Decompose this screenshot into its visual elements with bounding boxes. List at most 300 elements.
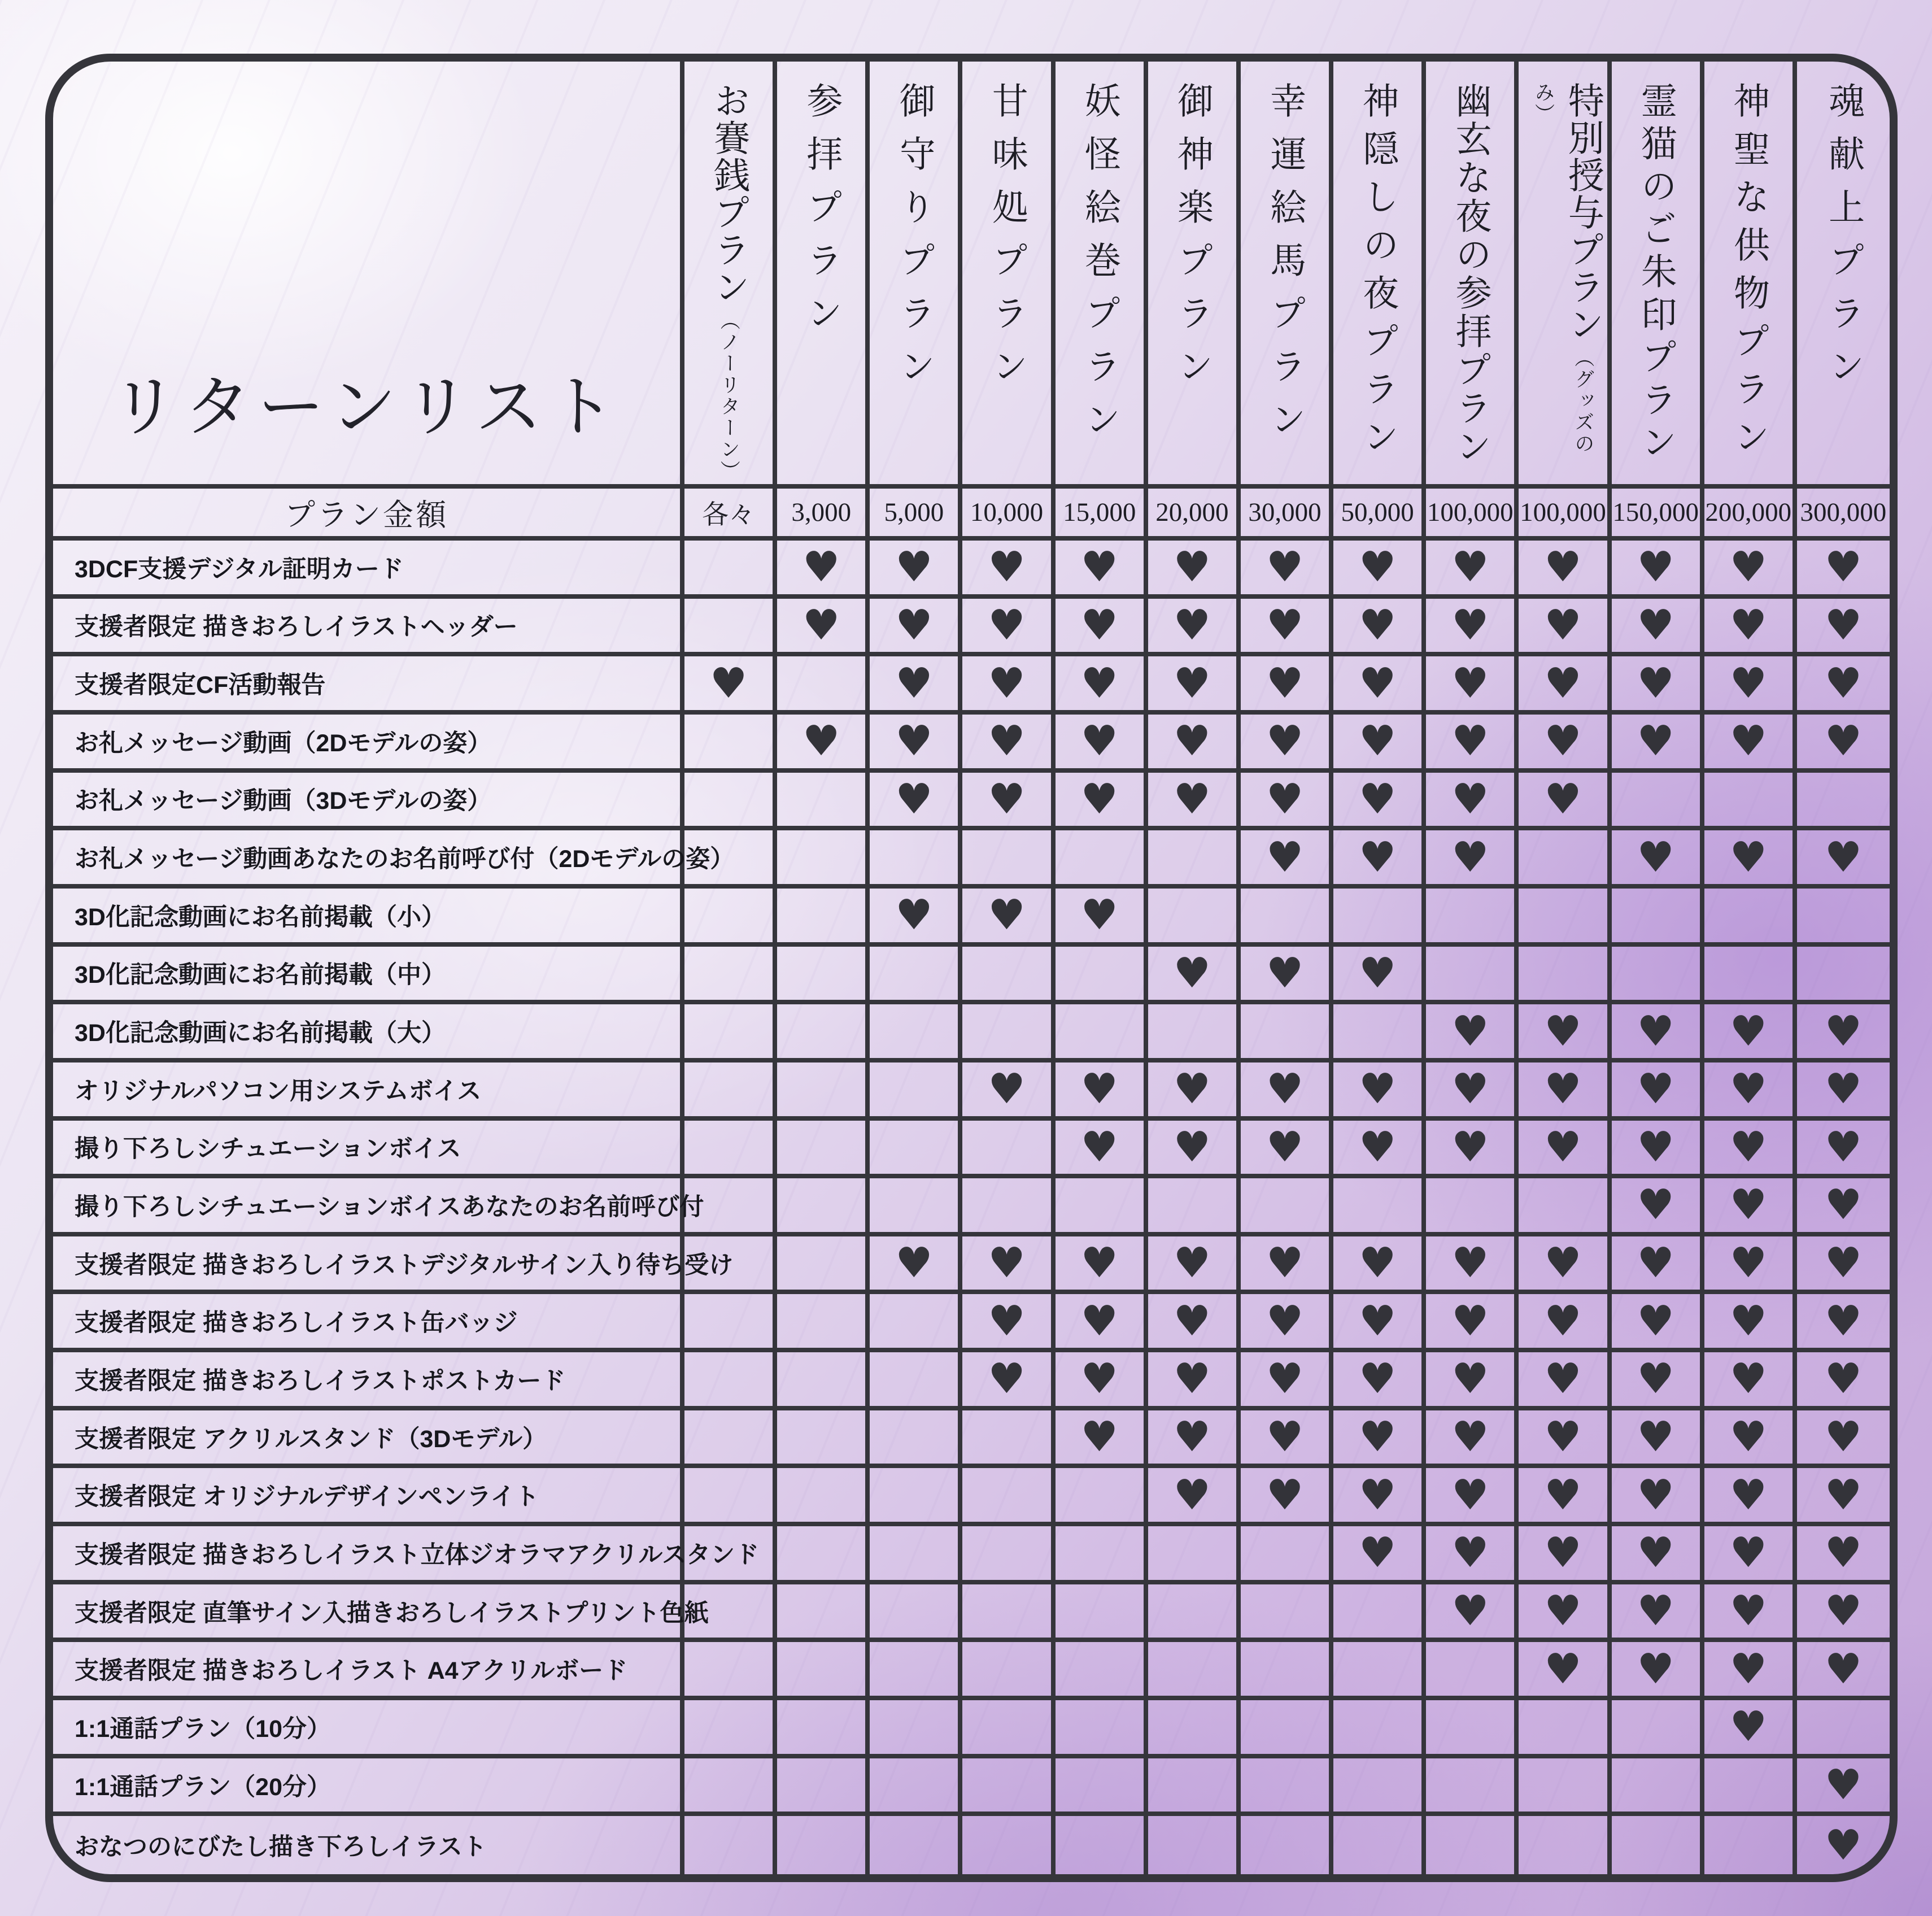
reward-label-text: 3D化記念動画にお名前掲載（大） — [75, 1020, 446, 1047]
reward-cell — [1148, 1758, 1241, 1817]
heart-icon: ♥ — [1451, 1065, 1489, 1114]
reward-cell — [962, 1642, 1055, 1700]
reward-cell — [962, 1294, 1055, 1352]
reward-cell — [1519, 1816, 1611, 1874]
plan-name-vertical — [1824, 82, 1863, 400]
reward-cell — [1333, 773, 1426, 831]
reward-cell — [777, 947, 870, 1005]
heart-icon: ♥ — [1824, 1181, 1863, 1230]
heart-icon: ♥ — [1824, 1821, 1863, 1870]
heart-icon: ♥ — [1729, 659, 1767, 708]
reward-cell — [684, 1178, 777, 1236]
heart-icon: ♥ — [1451, 1355, 1489, 1404]
reward-cell — [1519, 1758, 1611, 1817]
reward-cell — [684, 1352, 777, 1410]
heart-icon: ♥ — [1824, 1296, 1863, 1345]
heart-icon: ♥ — [1080, 659, 1118, 708]
reward-cell — [1704, 1584, 1797, 1643]
plan-header-12 — [1704, 62, 1797, 489]
reward-cell — [1704, 1642, 1797, 1700]
heart-icon: ♥ — [1080, 891, 1118, 940]
heart-icon: ♥ — [1729, 1181, 1767, 1230]
reward-cell — [684, 1816, 777, 1874]
reward-cell — [1148, 1410, 1241, 1469]
price-value-2: 3,000 — [777, 489, 870, 541]
heart-icon: ♥ — [1729, 1239, 1767, 1288]
reward-cell — [1704, 889, 1797, 947]
reward-cell — [1612, 1526, 1704, 1584]
heart-icon: ♥ — [895, 659, 933, 708]
reward-cell — [684, 1410, 777, 1469]
reward-cell — [1797, 715, 1890, 773]
plan-header-6 — [1148, 62, 1241, 489]
reward-cell — [870, 889, 962, 947]
heart-icon: ♥ — [1824, 600, 1863, 650]
plan-name-text: 御神楽プラン — [1172, 82, 1213, 400]
reward-cell — [1519, 1236, 1611, 1295]
reward-cell — [1704, 715, 1797, 773]
reward-cell — [962, 1236, 1055, 1295]
reward-cell — [1241, 1700, 1333, 1758]
reward-cell — [1797, 599, 1890, 657]
reward-cell — [1426, 830, 1519, 889]
reward-cell — [1241, 656, 1333, 715]
reward-cell — [1704, 1526, 1797, 1584]
plan-name-vertical — [1523, 82, 1603, 484]
reward-cell — [962, 1178, 1055, 1236]
reward-cell — [1612, 1236, 1704, 1295]
price-value-5: 15,000 — [1056, 489, 1148, 541]
reward-cell — [962, 1816, 1055, 1874]
plan-name-vertical — [709, 82, 748, 482]
reward-cell — [684, 1121, 777, 1179]
heart-icon: ♥ — [1173, 600, 1211, 650]
reward-cell — [1519, 599, 1611, 657]
reward-cell — [1612, 1121, 1704, 1179]
price-value-4: 10,000 — [962, 489, 1055, 541]
reward-cell — [1056, 599, 1148, 657]
reward-cell — [777, 1642, 870, 1700]
heart-icon: ♥ — [1451, 543, 1489, 592]
plan-name-text: 特別授与プラン — [1563, 82, 1603, 343]
reward-cell — [1797, 1758, 1890, 1817]
reward-cell — [1056, 830, 1148, 889]
reward-cell — [777, 656, 870, 715]
reward-cell — [1612, 773, 1704, 831]
reward-cell — [1426, 1236, 1519, 1295]
plan-header-1 — [684, 62, 777, 489]
reward-cell — [777, 1178, 870, 1236]
reward-cell — [1148, 1121, 1241, 1179]
reward-label-text: お礼メッセージ動画（3Dモデルの姿） — [75, 787, 492, 815]
reward-cell — [1426, 1121, 1519, 1179]
reward-cell — [684, 599, 777, 657]
reward-cell — [1333, 1526, 1426, 1584]
heart-icon: ♥ — [1824, 717, 1863, 766]
heart-icon: ♥ — [1080, 1355, 1118, 1404]
reward-label — [53, 1236, 734, 1295]
reward-label-text: 3D化記念動画にお名前掲載（小） — [75, 903, 446, 931]
heart-icon: ♥ — [1824, 1761, 1863, 1810]
heart-icon: ♥ — [1451, 833, 1489, 882]
heart-icon: ♥ — [1729, 717, 1767, 766]
reward-cell — [1612, 715, 1704, 773]
reward-label-text: 支援者限定CF活動報告 — [75, 672, 326, 699]
reward-cell — [1241, 1178, 1333, 1236]
reward-cell — [1797, 1700, 1890, 1758]
plan-name-vertical — [1729, 82, 1768, 466]
reward-label — [53, 1410, 684, 1469]
reward-cell — [1704, 1468, 1797, 1526]
reward-cell — [684, 889, 777, 947]
reward-cell — [1333, 1700, 1426, 1758]
reward-cell — [1704, 1004, 1797, 1062]
reward-cell — [1241, 1758, 1333, 1817]
heart-icon: ♥ — [895, 1239, 933, 1288]
reward-cell — [1148, 1062, 1241, 1121]
reward-cell — [870, 1758, 962, 1817]
page-title: リターンリスト — [111, 371, 622, 445]
reward-cell — [777, 1526, 870, 1584]
reward-cell — [1426, 1816, 1519, 1874]
reward-cell — [1056, 773, 1148, 831]
reward-cell — [1519, 773, 1611, 831]
reward-cell — [1612, 1178, 1704, 1236]
reward-cell — [870, 1178, 962, 1236]
heart-icon: ♥ — [1637, 1470, 1674, 1519]
reward-cell — [1612, 947, 1704, 1005]
reward-cell — [870, 1062, 962, 1121]
heart-icon: ♥ — [1637, 1065, 1674, 1114]
reward-cell — [1056, 1410, 1148, 1469]
reward-cell — [1426, 773, 1519, 831]
reward-cell — [1426, 947, 1519, 1005]
reward-cell — [962, 1352, 1055, 1410]
heart-icon: ♥ — [1824, 1065, 1863, 1114]
heart-icon: ♥ — [1080, 1296, 1118, 1345]
reward-cell — [777, 1062, 870, 1121]
reward-cell — [870, 1352, 962, 1410]
heart-icon: ♥ — [895, 774, 933, 824]
price-row-label: プラン金額 — [53, 489, 684, 541]
reward-cell — [870, 1526, 962, 1584]
reward-cell — [1519, 1178, 1611, 1236]
reward-cell — [1333, 1584, 1426, 1643]
reward-cell — [777, 1236, 870, 1295]
heart-icon: ♥ — [1544, 659, 1582, 708]
reward-label — [53, 656, 684, 715]
reward-cell — [962, 1758, 1055, 1817]
reward-cell — [1056, 1700, 1148, 1758]
heart-icon: ♥ — [1544, 1296, 1582, 1345]
heart-icon: ♥ — [1824, 543, 1863, 592]
price-value-8: 50,000 — [1333, 489, 1426, 541]
reward-cell — [962, 656, 1055, 715]
reward-cell — [1426, 1178, 1519, 1236]
reward-label — [53, 599, 684, 657]
reward-cell — [870, 1294, 962, 1352]
reward-cell — [1519, 1004, 1611, 1062]
reward-cell — [684, 1526, 777, 1584]
reward-cell — [1612, 1468, 1704, 1526]
heart-icon: ♥ — [1266, 1122, 1304, 1172]
reward-cell — [1056, 1178, 1148, 1236]
reward-cell — [1148, 1004, 1241, 1062]
reward-cell — [1704, 773, 1797, 831]
heart-icon: ♥ — [1637, 717, 1674, 766]
reward-cell — [870, 947, 962, 1005]
heart-icon: ♥ — [1637, 833, 1674, 882]
reward-cell — [684, 947, 777, 1005]
heart-icon: ♥ — [1451, 1296, 1489, 1345]
reward-cell — [962, 715, 1055, 773]
heart-icon: ♥ — [1824, 1239, 1863, 1288]
heart-icon: ♥ — [1637, 1413, 1674, 1462]
reward-cell — [1519, 947, 1611, 1005]
reward-cell — [777, 773, 870, 831]
heart-icon: ♥ — [1080, 1122, 1118, 1172]
heart-icon: ♥ — [1637, 1587, 1674, 1636]
reward-label — [53, 715, 684, 773]
reward-cell — [1333, 1294, 1426, 1352]
reward-cell — [1056, 1121, 1148, 1179]
heart-icon: ♥ — [1451, 600, 1489, 650]
reward-cell — [1704, 1121, 1797, 1179]
reward-cell — [1333, 889, 1426, 947]
reward-cell — [1426, 715, 1519, 773]
price-value-9: 100,000 — [1426, 489, 1519, 541]
reward-cell — [962, 1468, 1055, 1526]
reward-cell — [962, 599, 1055, 657]
reward-cell — [1797, 947, 1890, 1005]
reward-cell — [1426, 656, 1519, 715]
heart-icon: ♥ — [1266, 717, 1304, 766]
reward-cell — [1241, 1526, 1333, 1584]
reward-cell — [870, 1121, 962, 1179]
heart-icon: ♥ — [1451, 1007, 1489, 1056]
reward-cell — [1519, 889, 1611, 947]
reward-cell — [1612, 1004, 1704, 1062]
reward-cell — [1241, 1642, 1333, 1700]
reward-cell — [1148, 1236, 1241, 1295]
reward-cell — [1241, 1294, 1333, 1352]
heart-icon: ♥ — [1266, 1239, 1304, 1288]
reward-cell — [1056, 715, 1148, 773]
heart-icon: ♥ — [1544, 1529, 1582, 1578]
reward-cell — [777, 889, 870, 947]
reward-cell — [1797, 1062, 1890, 1121]
reward-cell — [1797, 1642, 1890, 1700]
plan-header-4 — [962, 62, 1055, 489]
reward-cell — [1612, 656, 1704, 715]
reward-cell — [1519, 1294, 1611, 1352]
reward-cell — [684, 541, 777, 599]
reward-cell — [684, 1062, 777, 1121]
reward-cell — [684, 773, 777, 831]
heart-icon: ♥ — [1729, 543, 1767, 592]
reward-cell — [777, 830, 870, 889]
reward-cell — [1612, 1062, 1704, 1121]
reward-cell — [1797, 1236, 1890, 1295]
reward-cell — [1519, 1410, 1611, 1469]
heart-icon: ♥ — [1080, 543, 1118, 592]
heart-icon: ♥ — [1173, 1355, 1211, 1404]
reward-cell — [1704, 1816, 1797, 1874]
reward-cell — [1426, 1758, 1519, 1817]
heart-icon: ♥ — [1451, 1587, 1489, 1636]
reward-cell — [684, 1468, 777, 1526]
reward-label — [53, 1758, 684, 1817]
heart-icon: ♥ — [988, 774, 1026, 824]
heart-icon: ♥ — [1451, 1122, 1489, 1172]
reward-label — [53, 1352, 684, 1410]
reward-cell — [1612, 1584, 1704, 1643]
reward-cell — [777, 1352, 870, 1410]
reward-cell — [962, 1062, 1055, 1121]
reward-cell — [1797, 1004, 1890, 1062]
heart-icon: ♥ — [1451, 659, 1489, 708]
plan-header-9 — [1426, 62, 1519, 489]
reward-cell — [1241, 773, 1333, 831]
reward-cell — [1704, 1236, 1797, 1295]
heart-icon: ♥ — [1824, 1413, 1863, 1462]
reward-label — [53, 1642, 684, 1700]
plan-header-8 — [1333, 62, 1426, 489]
heart-icon: ♥ — [1266, 543, 1304, 592]
heart-icon: ♥ — [1358, 1065, 1397, 1114]
heart-icon: ♥ — [895, 717, 933, 766]
heart-icon: ♥ — [1824, 1007, 1863, 1056]
reward-cell — [1241, 1004, 1333, 1062]
reward-cell — [1148, 1816, 1241, 1874]
reward-cell — [1241, 1352, 1333, 1410]
reward-cell — [777, 715, 870, 773]
reward-cell — [1333, 947, 1426, 1005]
reward-cell — [1426, 1410, 1519, 1469]
reward-cell — [1612, 1700, 1704, 1758]
reward-cell — [684, 656, 777, 715]
reward-cell — [1241, 1236, 1333, 1295]
price-value-12: 200,000 — [1704, 489, 1797, 541]
reward-cell — [1704, 1700, 1797, 1758]
reward-cell — [777, 1758, 870, 1817]
reward-cell — [1704, 830, 1797, 889]
plan-note-text: （グッズのみ） — [1532, 82, 1594, 455]
heart-icon: ♥ — [1266, 774, 1304, 824]
plan-name-vertical — [1358, 82, 1397, 466]
heart-icon: ♥ — [1824, 1122, 1863, 1172]
heart-icon: ♥ — [1544, 1413, 1582, 1462]
plan-name-vertical — [1450, 82, 1490, 466]
reward-cell — [1241, 1584, 1333, 1643]
reward-cell — [1704, 947, 1797, 1005]
heart-icon: ♥ — [803, 717, 840, 766]
reward-cell — [1148, 1294, 1241, 1352]
reward-label — [53, 1468, 684, 1526]
reward-cell — [962, 1700, 1055, 1758]
heart-icon: ♥ — [1266, 659, 1304, 708]
reward-cell — [1426, 1584, 1519, 1643]
price-value-10: 100,000 — [1519, 489, 1611, 541]
heart-icon: ♥ — [1080, 717, 1118, 766]
plan-name-vertical — [1636, 82, 1675, 466]
heart-icon: ♥ — [1080, 600, 1118, 650]
heart-icon: ♥ — [1080, 774, 1118, 824]
reward-cell — [777, 1816, 870, 1874]
heart-icon: ♥ — [1729, 1644, 1767, 1693]
reward-cell — [1056, 1062, 1148, 1121]
heart-icon: ♥ — [1451, 717, 1489, 766]
plan-name-vertical — [1172, 82, 1212, 400]
heart-icon: ♥ — [1358, 1355, 1397, 1404]
heart-icon: ♥ — [1266, 1296, 1304, 1345]
reward-cell — [684, 1294, 777, 1352]
reward-cell — [1241, 715, 1333, 773]
heart-icon: ♥ — [1451, 1529, 1489, 1578]
plan-name-vertical — [987, 82, 1026, 400]
heart-icon: ♥ — [1729, 1413, 1767, 1462]
heart-icon: ♥ — [1544, 717, 1582, 766]
reward-cell — [1056, 1294, 1148, 1352]
reward-cell — [1148, 541, 1241, 599]
heart-icon: ♥ — [1637, 1644, 1674, 1693]
plan-name-text: 御守りプラン — [894, 82, 935, 400]
reward-label-text: 1:1通話プラン（10分） — [75, 1715, 331, 1743]
price-value-3: 5,000 — [870, 489, 962, 541]
reward-label-text: 支援者限定 直筆サイン入描きおろしイラストプリント色紙 — [75, 1599, 709, 1627]
heart-icon: ♥ — [1173, 1413, 1211, 1462]
plan-name-text: 霊猫のご朱印プラン — [1636, 82, 1676, 467]
heart-icon: ♥ — [988, 717, 1026, 766]
reward-label — [53, 1004, 684, 1062]
heart-icon: ♥ — [1451, 1413, 1489, 1462]
reward-cell — [1704, 541, 1797, 599]
reward-label — [53, 889, 684, 947]
reward-cell — [870, 1584, 962, 1643]
reward-cell — [870, 830, 962, 889]
reward-cell — [1333, 1758, 1426, 1817]
plan-name-vertical — [1079, 82, 1119, 454]
reward-cell — [1797, 830, 1890, 889]
heart-icon: ♥ — [1824, 1587, 1863, 1636]
reward-cell — [1056, 656, 1148, 715]
reward-cell — [1148, 656, 1241, 715]
reward-cell — [684, 1758, 777, 1817]
reward-cell — [870, 1642, 962, 1700]
reward-label — [53, 947, 684, 1005]
heart-icon: ♥ — [1637, 1122, 1674, 1172]
reward-cell — [1333, 1178, 1426, 1236]
reward-label — [53, 1584, 709, 1643]
reward-cell — [1333, 541, 1426, 599]
plan-name-text: 幸運絵馬プラン — [1265, 82, 1306, 454]
reward-cell — [1519, 1584, 1611, 1643]
reward-cell — [870, 599, 962, 657]
plan-header-7 — [1241, 62, 1333, 489]
heart-icon: ♥ — [1266, 948, 1304, 998]
heart-icon: ♥ — [895, 891, 933, 940]
heart-icon: ♥ — [803, 543, 840, 592]
reward-cell — [1797, 1526, 1890, 1584]
heart-icon: ♥ — [1544, 774, 1582, 824]
title-cell — [53, 62, 684, 489]
heart-icon: ♥ — [988, 1239, 1026, 1288]
reward-cell — [1612, 889, 1704, 947]
reward-label-text: 1:1通話プラン（20分） — [75, 1773, 331, 1801]
reward-cell — [1426, 1352, 1519, 1410]
heart-icon: ♥ — [1824, 833, 1863, 882]
plan-name-vertical — [1265, 82, 1305, 454]
